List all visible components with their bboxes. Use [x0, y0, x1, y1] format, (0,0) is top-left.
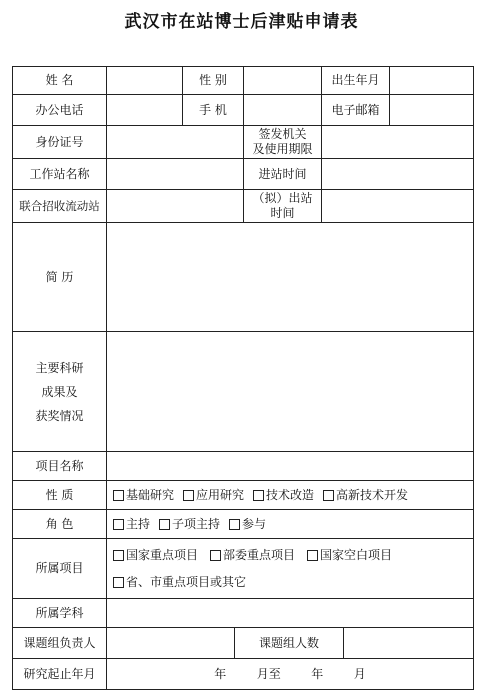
team-count-field[interactable] — [344, 628, 473, 658]
gender-field[interactable] — [244, 67, 321, 94]
checkbox-icon[interactable] — [113, 519, 124, 530]
label-team-count: 课题组人数 — [258, 635, 319, 650]
label-birth: 出生年月 — [331, 73, 380, 87]
label-joint-station: 联合招收流动站 — [19, 198, 100, 213]
birth-field[interactable] — [390, 67, 473, 94]
label-nature: 性 质 — [45, 487, 74, 502]
issuer-field[interactable] — [322, 126, 473, 158]
exit-time-field[interactable] — [322, 190, 473, 222]
label-role: 角 色 — [45, 516, 74, 531]
label-id-number: 身份证号 — [35, 134, 84, 149]
project-type-option[interactable]: 国家重点项目 — [113, 548, 198, 563]
label-gender: 性 别 — [199, 73, 227, 87]
application-form-table — [12, 66, 474, 690]
name-field[interactable] — [107, 67, 182, 94]
nature-option[interactable]: 基础研究 — [113, 488, 174, 503]
label-email: 电子邮箱 — [331, 102, 380, 117]
label-period: 研究起止年月 — [23, 666, 96, 681]
label-resume: 简 历 — [45, 269, 74, 284]
label-team-leader: 课题组负责人 — [23, 635, 96, 650]
project-type-option[interactable]: 部委重点项目 — [210, 548, 295, 563]
project-type-option[interactable]: 省、市重点项目或其它 — [113, 575, 246, 590]
checkbox-icon[interactable] — [159, 519, 170, 530]
form-title: 武汉市在站博士后津贴申请表 — [124, 12, 359, 32]
mobile-field[interactable] — [244, 95, 321, 125]
office-phone-field[interactable] — [107, 95, 182, 125]
checkbox-icon[interactable] — [113, 550, 124, 561]
nature-options — [107, 481, 473, 509]
achievements-field[interactable] — [107, 332, 473, 451]
label-office-phone: 办公电话 — [35, 102, 84, 117]
label-discipline: 所属学科 — [35, 605, 84, 620]
checkbox-icon[interactable] — [229, 519, 240, 530]
nature-option[interactable]: 高新技术开发 — [323, 488, 408, 503]
discipline-field[interactable] — [107, 599, 473, 627]
period-field[interactable]: 年 月至 年 月 — [214, 666, 366, 681]
checkbox-icon[interactable] — [113, 490, 124, 501]
role-option[interactable]: 子项主持 — [159, 517, 220, 532]
label-name: 姓 名 — [45, 73, 74, 87]
joint-station-field[interactable] — [107, 190, 243, 222]
project-type-options — [107, 539, 473, 598]
project-type-option[interactable]: 国家空白项目 — [307, 548, 392, 563]
checkbox-icon[interactable] — [183, 490, 194, 501]
label-station: 工作站名称 — [29, 166, 90, 181]
checkbox-icon[interactable] — [253, 490, 264, 501]
resume-field[interactable] — [107, 223, 473, 331]
checkbox-icon[interactable] — [307, 550, 318, 561]
label-exit-time: （拟）出站 时间 — [252, 191, 313, 220]
checkbox-icon[interactable] — [210, 550, 221, 561]
role-option[interactable]: 主持 — [113, 517, 150, 532]
nature-option[interactable]: 应用研究 — [183, 488, 244, 503]
station-field[interactable] — [107, 159, 243, 189]
label-project-type: 所属项目 — [35, 561, 84, 575]
checkbox-icon[interactable] — [323, 490, 334, 501]
checkbox-icon[interactable] — [113, 577, 124, 588]
role-option[interactable]: 参与 — [229, 517, 266, 532]
label-achievements: 主要科研 成果及 获奖情况 — [35, 360, 84, 423]
label-issuer: 签发机关 及使用期限 — [252, 127, 313, 156]
nature-option[interactable]: 技术改造 — [253, 488, 314, 503]
label-enter-time: 进站时间 — [258, 166, 307, 181]
enter-time-field[interactable] — [322, 159, 473, 189]
team-leader-field[interactable] — [107, 628, 234, 658]
id-number-field[interactable] — [107, 126, 243, 158]
label-project-name: 项目名称 — [35, 458, 84, 473]
role-options — [107, 510, 473, 538]
project-name-field[interactable] — [107, 452, 473, 480]
label-mobile: 手 机 — [199, 102, 227, 117]
email-field[interactable] — [390, 95, 473, 125]
